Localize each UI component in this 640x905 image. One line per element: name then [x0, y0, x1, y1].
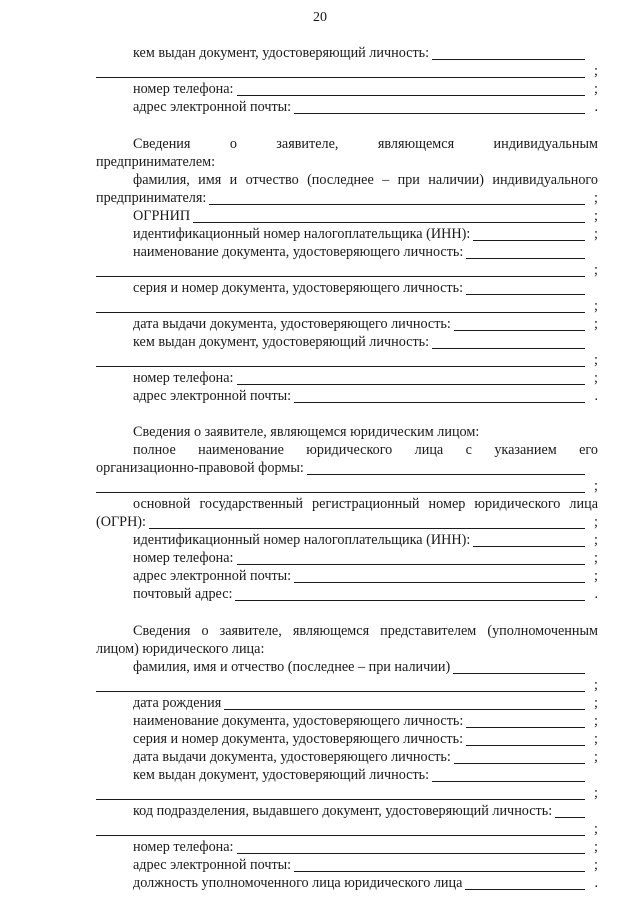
blank-line[interactable] — [294, 857, 585, 872]
rep-doc-date-field[interactable]: дата выдачи документа, удостоверяющего личность: ; — [133, 749, 598, 765]
blank-line[interactable] — [209, 190, 585, 205]
blank-line[interactable] — [432, 767, 585, 782]
field-label: дата рождения — [133, 695, 222, 711]
field-label: серия и номер документа, удостоверяющего личность: — [133, 731, 464, 747]
rep-dept-code-continuation[interactable]: ; — [96, 820, 598, 838]
blank-line[interactable] — [193, 208, 585, 223]
field-label: дата выдачи документа, удостоверяющего личность: — [133, 316, 451, 332]
ip-email-field[interactable]: адрес электронной почты: . — [133, 388, 598, 404]
blank-line[interactable] — [307, 460, 585, 475]
ul-ogrn-field[interactable]: (ОГРН): ; — [96, 514, 598, 530]
rep-birth-field[interactable]: дата рождения ; — [133, 695, 598, 711]
blank-line[interactable] — [294, 568, 585, 583]
blank-line[interactable] — [237, 81, 586, 96]
ogrnip-field[interactable]: ОГРНИП ; — [133, 208, 598, 224]
ul-phone-field[interactable]: номер телефона: ; — [133, 550, 598, 566]
field-label: дата выдачи документа, удостоверяющего личность: — [133, 749, 451, 765]
blank-line[interactable] — [473, 532, 585, 547]
ip-heading-cont: предпринимателем: — [96, 154, 216, 170]
rep-issued-by-field[interactable] — [133, 766, 598, 784]
rep-position-field[interactable]: должность уполномоченного лица юридического лица . — [133, 875, 598, 891]
ip-doc-series-continuation[interactable]: ; — [96, 297, 598, 315]
field-label: кем выдан документ, удостоверяющий личность: — [133, 767, 430, 783]
ip-issued-by-field[interactable] — [133, 333, 598, 351]
rep-heading-cont: лицом) юридического лица: — [96, 641, 265, 657]
blank-line[interactable] — [466, 280, 585, 295]
blank-line[interactable] — [454, 749, 585, 764]
issued-by-field[interactable] — [133, 44, 598, 62]
blank-line[interactable] — [224, 695, 585, 710]
rep-issued-by-continuation[interactable]: ; — [96, 784, 598, 802]
field-label: кем выдан документ, удостоверяющий личность: — [133, 334, 430, 350]
blank-line[interactable] — [555, 803, 585, 818]
field-label: адрес электронной почты: — [133, 568, 292, 584]
rep-doc-name-field[interactable]: наименование документа, удостоверяющего личность: ; — [133, 713, 598, 729]
blank-line[interactable] — [237, 370, 586, 385]
blank-line[interactable] — [466, 731, 585, 746]
blank-line[interactable] — [149, 514, 585, 529]
ip-fio-field[interactable]: предпринимателя: ; — [96, 190, 598, 206]
blank-line[interactable] — [237, 839, 586, 854]
field-label: адрес электронной почты: — [133, 99, 292, 115]
blank-line[interactable] — [453, 659, 585, 674]
field-label: почтовый адрес: — [133, 586, 233, 602]
blank-line[interactable] — [235, 586, 585, 601]
blank-line[interactable] — [96, 677, 585, 692]
field-label: адрес электронной почты: — [133, 857, 292, 873]
blank-line[interactable] — [96, 478, 585, 493]
ip-heading: Сведения о заявителе, являющемся индивидуальным — [133, 136, 598, 152]
blank-line[interactable] — [466, 713, 585, 728]
field-label: предпринимателя: — [96, 190, 207, 206]
blank-line[interactable] — [473, 226, 585, 241]
ip-doc-name-field[interactable] — [133, 243, 598, 261]
field-label: адрес электронной почты: — [133, 388, 292, 404]
field-label: наименование документа, удостоверяющего личность: — [133, 244, 464, 260]
blank-line[interactable] — [294, 388, 585, 403]
blank-line[interactable] — [432, 45, 585, 60]
field-label: номер телефона: — [133, 370, 234, 386]
ul-postal-field[interactable]: почтовый адрес: . — [133, 586, 598, 602]
rep-email-field[interactable]: адрес электронной почты: ; — [133, 857, 598, 873]
field-label: номер телефона: — [133, 81, 234, 97]
field-label: организационно-правовой формы: — [96, 460, 304, 476]
field-label: номер телефона: — [133, 550, 234, 566]
field-label: (ОГРН): — [96, 514, 146, 530]
rep-dept-code-field[interactable] — [133, 802, 598, 820]
field-label: идентификационный номер налогоплательщика (ИНН): — [133, 532, 471, 548]
rep-heading: Сведения о заявителе, являющемся представителем (уполномоченным — [133, 623, 598, 639]
field-label: идентификационный номер налогоплательщика (ИНН): — [133, 226, 471, 242]
field-label: серия и номер документа, удостоверяющего личность: — [133, 280, 464, 296]
ul-heading: Сведения о заявителе, являющемся юридическим лицом: — [133, 424, 480, 440]
rep-doc-series-field[interactable]: серия и номер документа, удостоверяющего личность: ; — [133, 731, 598, 747]
ip-phone-field[interactable]: номер телефона: ; — [133, 370, 598, 386]
ip-doc-series-field[interactable] — [133, 279, 598, 297]
ip-doc-date-field[interactable]: дата выдачи документа, удостоверяющего личность: ; — [133, 316, 598, 332]
ip-issued-by-continuation[interactable]: ; — [96, 351, 598, 369]
blank-line[interactable] — [96, 821, 585, 836]
ul-ogrn-label: основной государственный регистрационный номер юридического лица — [133, 496, 598, 512]
rep-fio-continuation[interactable]: ; — [96, 676, 598, 694]
field-label: фамилия, имя и отчество (последнее – при наличии) — [133, 659, 451, 675]
blank-line[interactable] — [96, 298, 585, 313]
page-number: 20 — [313, 10, 327, 25]
ul-email-field[interactable]: адрес электронной почты: ; — [133, 568, 598, 584]
blank-line[interactable] — [432, 334, 585, 349]
rep-fio-field[interactable] — [133, 658, 598, 676]
field-label: кем выдан документ, удостоверяющий личность: — [133, 45, 430, 61]
ul-name-label: полное наименование юридического лица с указанием его — [133, 442, 598, 458]
field-label: код подразделения, выдавшего документ, удостоверяющий личность: — [133, 803, 553, 819]
ul-name-continuation[interactable]: ; — [96, 477, 598, 495]
field-label: ОГРНИП — [133, 208, 191, 224]
ip-fio-label: фамилия, имя и отчество (последнее – при наличии) индивидуального — [133, 172, 598, 188]
phone-field[interactable]: номер телефона: ; — [133, 81, 598, 97]
blank-line[interactable] — [454, 316, 585, 331]
blank-line[interactable] — [237, 550, 586, 565]
field-label: должность уполномоченного лица юридического лица — [133, 875, 463, 891]
ip-inn-field[interactable]: идентификационный номер налогоплательщика (ИНН): ; — [133, 226, 598, 242]
issued-by-continuation[interactable]: ; — [96, 62, 598, 80]
field-label: номер телефона: — [133, 839, 234, 855]
blank-line[interactable] — [466, 244, 585, 259]
blank-line[interactable] — [96, 785, 585, 800]
ul-name-field[interactable] — [96, 459, 598, 477]
blank-line[interactable] — [465, 875, 585, 890]
ul-inn-field[interactable]: идентификационный номер налогоплательщика (ИНН): ; — [133, 532, 598, 548]
blank-line[interactable] — [96, 262, 585, 277]
blank-line[interactable] — [294, 99, 585, 114]
ip-doc-name-continuation[interactable]: ; — [96, 261, 598, 279]
blank-line[interactable] — [96, 63, 585, 78]
field-label: наименование документа, удостоверяющего личность: — [133, 713, 464, 729]
blank-line[interactable] — [96, 352, 585, 367]
rep-phone-field[interactable]: номер телефона: ; — [133, 839, 598, 855]
email-field[interactable]: адрес электронной почты: . — [133, 99, 598, 115]
